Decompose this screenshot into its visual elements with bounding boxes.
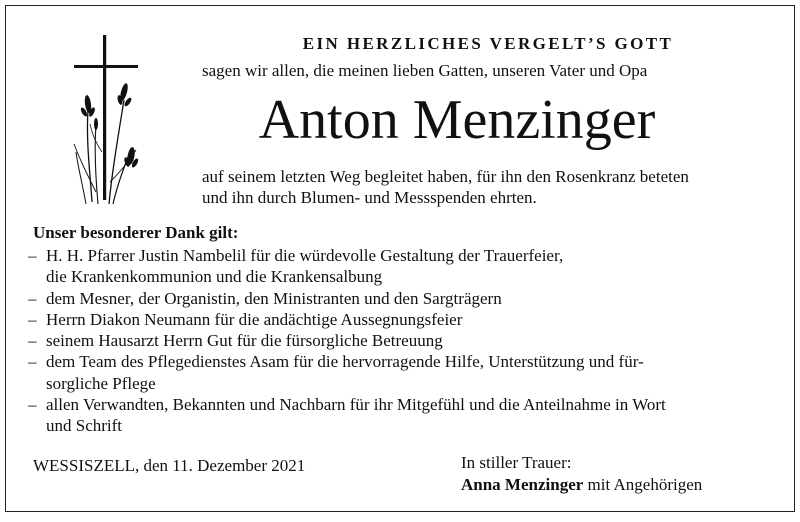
after-text <box>202 166 689 208</box>
deceased-name: Anton Menzinger <box>258 89 656 151</box>
notice-heading: EIN HERZLICHES VERGELT’S GOTT <box>302 34 674 53</box>
list-item-text <box>46 309 788 330</box>
list-item-text <box>46 330 788 351</box>
mourning-label: In stiller Trauer: <box>461 453 572 472</box>
list-item <box>28 394 788 437</box>
list-dash: – <box>28 395 37 415</box>
list-item <box>28 330 788 351</box>
list-item-line: seinem Hausarzt Herrn Gut für die fürsorgliche Betreuung <box>46 331 443 351</box>
list-dash: – <box>28 288 37 308</box>
after-line: auf seinem letzten Weg begleitet haben, für ihn den Rosenkranz beteten <box>202 167 689 186</box>
list-dash: – <box>28 246 37 265</box>
list-item <box>28 245 788 288</box>
list-item <box>28 288 788 309</box>
list-item <box>28 351 788 394</box>
list-item-line: H. H. Pfarrer Justin Nambelil für die würdevolle Gestaltung der Trauerfeier, <box>46 246 564 265</box>
place-date: WESSISZELL, den 11. Dezember 2021 <box>33 456 306 475</box>
thanks-list <box>28 245 788 437</box>
list-item-text <box>46 394 788 437</box>
list-item-text <box>46 288 788 309</box>
list-item-line: allen Verwandten, Bekannten und Nachbarn für ihr Mitgefühl und die Anteilnahme in Wort <box>46 395 666 415</box>
thanks-heading: Unser besonderer Dank gilt: <box>33 223 239 242</box>
cross-with-wheat-icon <box>66 32 146 212</box>
list-item <box>28 309 788 330</box>
list-dash: – <box>28 331 37 351</box>
intro-line: sagen wir allen, die meinen lieben Gatten, unseren Vater und Opa <box>202 61 648 80</box>
list-dash: – <box>28 309 37 329</box>
list-item-line: die Krankenkommunion und die Krankensalbung <box>46 267 383 287</box>
after-line: und ihn durch Blumen- und Messspenden ehrten. <box>202 188 537 207</box>
list-item-line: sorgliche Pflege <box>46 373 156 393</box>
obituary-notice <box>5 5 795 512</box>
signature-suffix: mit Angehörigen <box>587 475 703 494</box>
list-item-text <box>46 245 788 288</box>
mourning-signature <box>461 475 702 495</box>
list-item-text <box>46 351 788 394</box>
signature-name: Anna Menzinger <box>461 475 584 494</box>
list-item-line: dem Team des Pflegedienstes Asam für die hervorragende Hilfe, Unterstützung und für- <box>46 352 644 372</box>
list-item-line: dem Mesner, der Organistin, den Ministranten und den Sargträgern <box>46 288 502 308</box>
list-item-line: und Schrift <box>46 416 123 436</box>
list-dash: – <box>28 352 37 372</box>
list-item-line: Herrn Diakon Neumann für die andächtige Aussegnungsfeier <box>46 309 463 329</box>
